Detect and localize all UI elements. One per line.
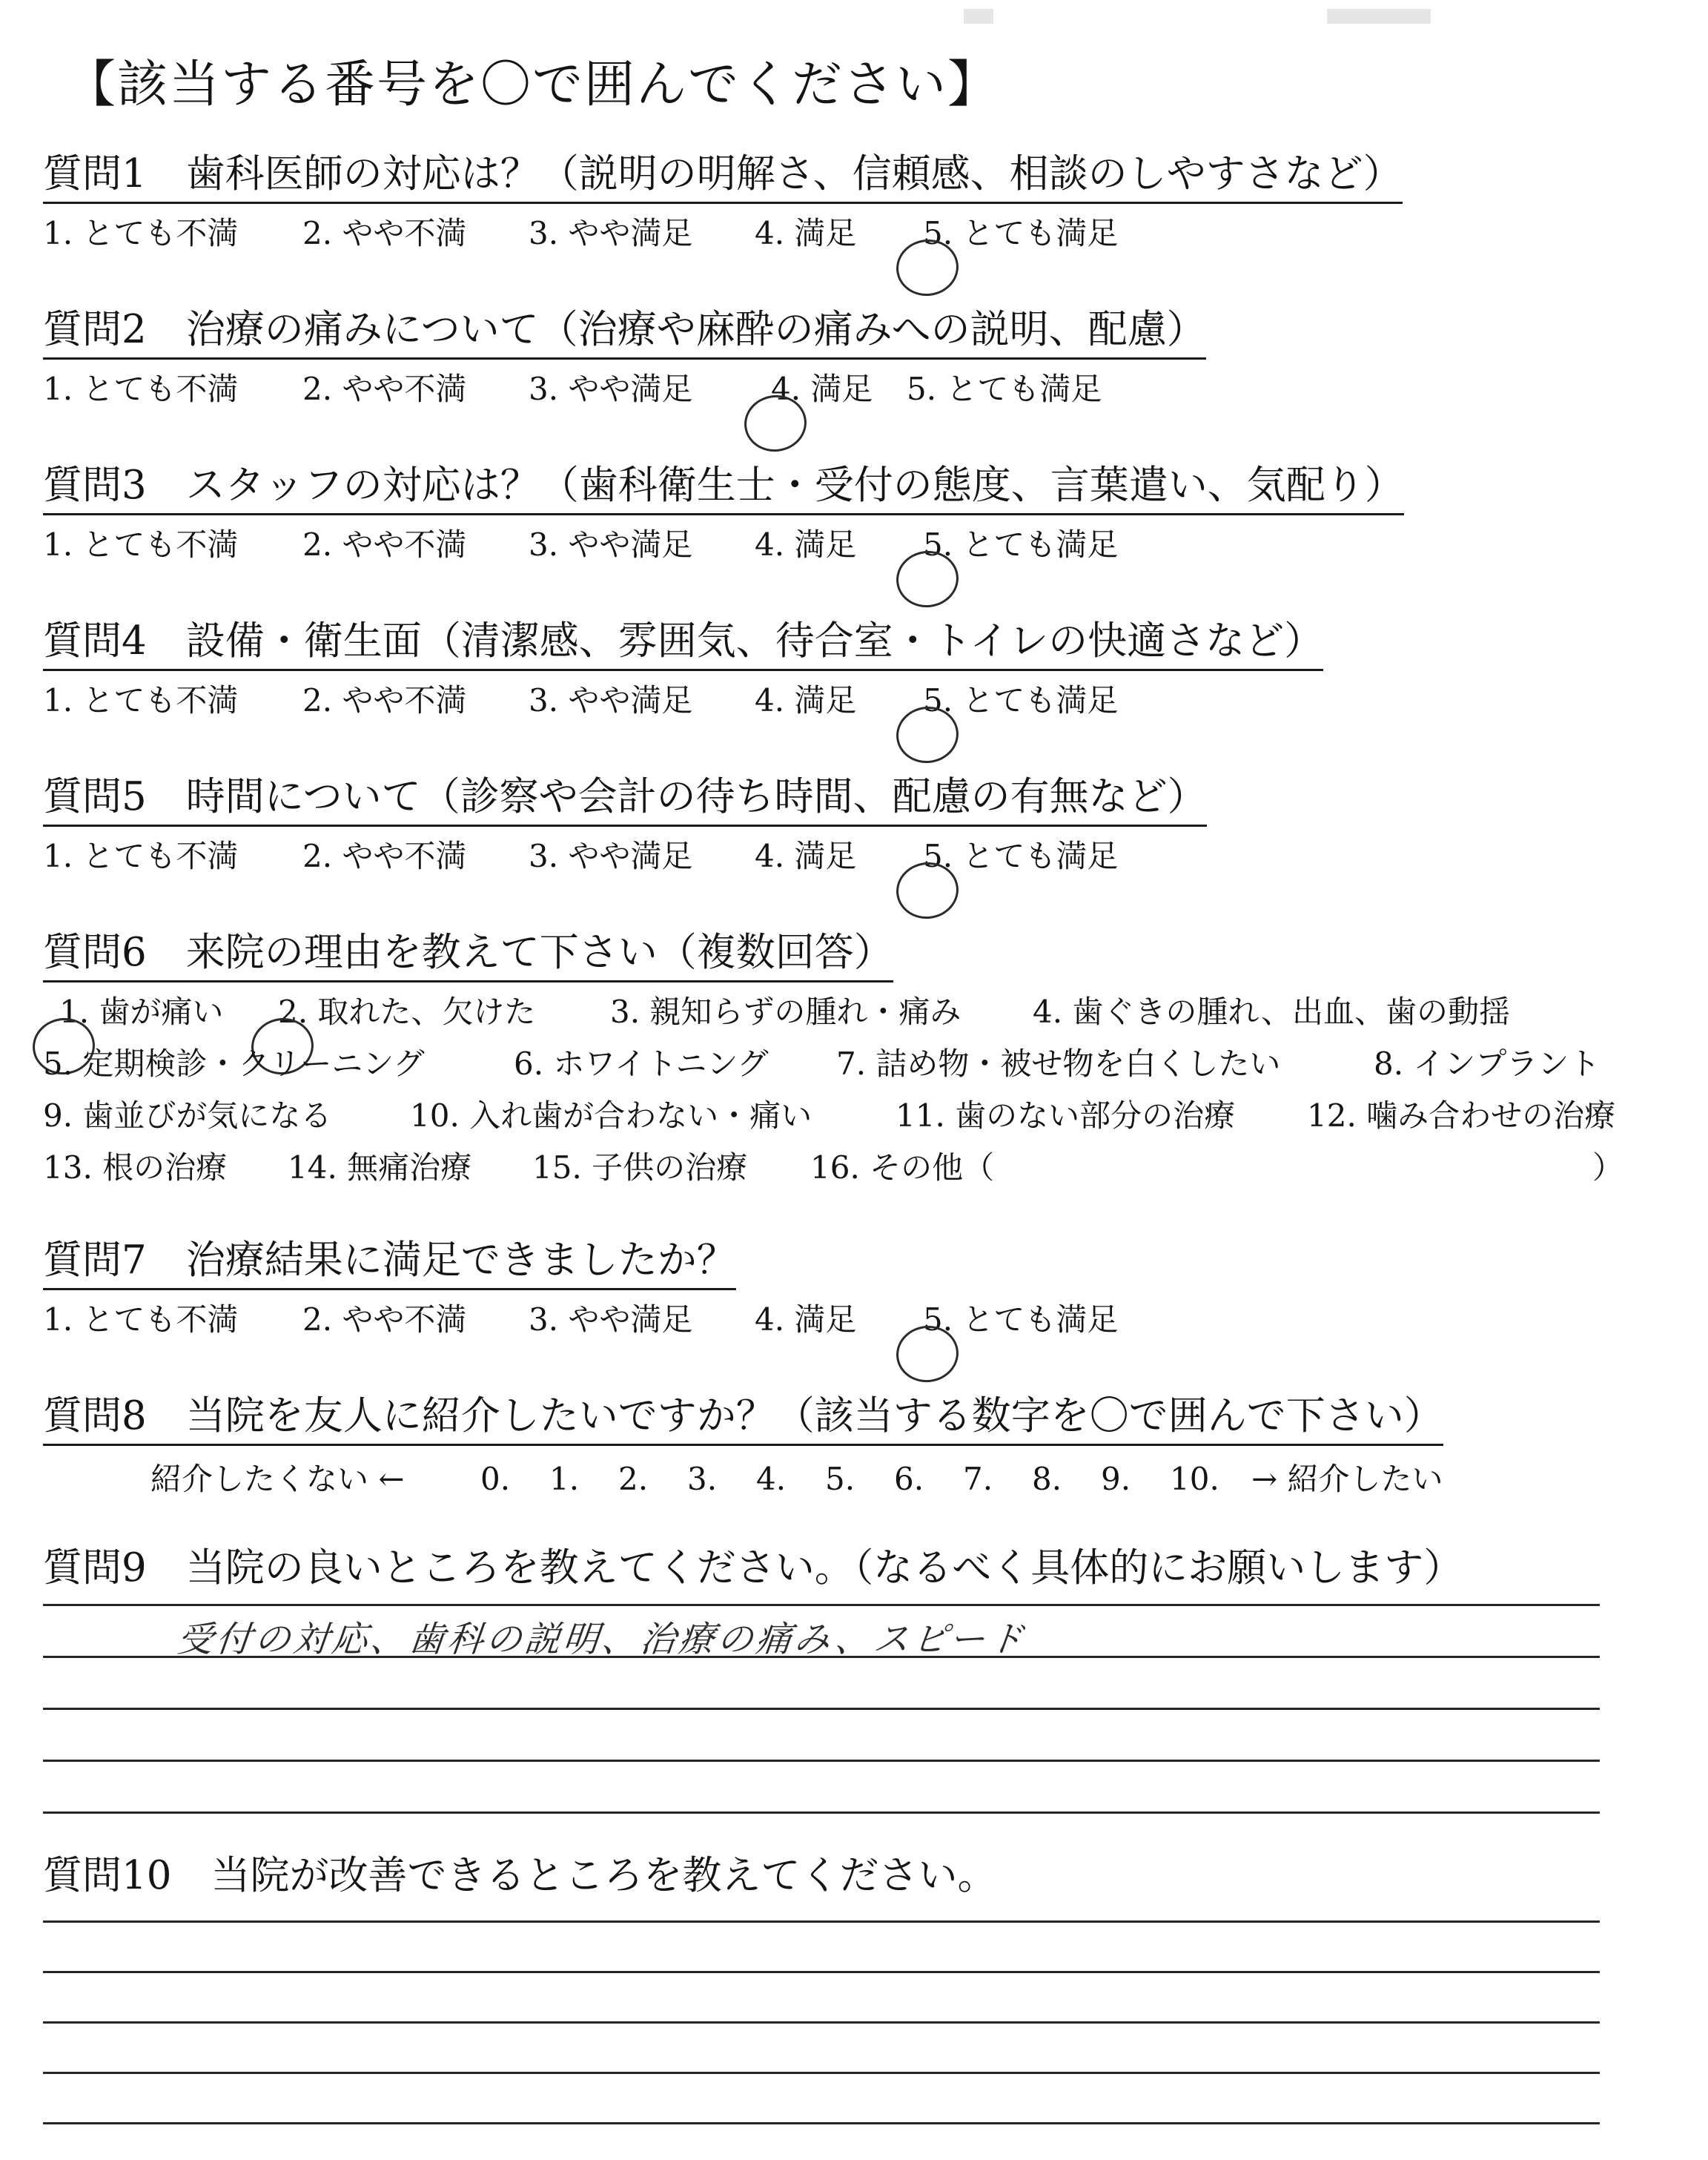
q3-option-4[interactable]: 4. 満足 — [755, 526, 857, 563]
q8-option-4[interactable]: 4. — [756, 1461, 787, 1497]
q1-option-1[interactable]: 1. とても不満 — [43, 215, 239, 251]
q7-option-1[interactable]: 1. とても不満 — [43, 1301, 239, 1338]
question-7-options — [43, 1298, 1674, 1342]
q6-option-15[interactable]: 15. 子供の治療 — [532, 1149, 748, 1186]
q6-option-13[interactable]: 13. 根の治療 — [43, 1149, 228, 1186]
question-4-options — [43, 678, 1674, 723]
q7-option-5[interactable]: 5. とても満足 — [923, 1301, 1119, 1338]
question-6-title: 質問6 来院の理由を教えて下さい（複数回答） — [43, 931, 893, 982]
q1-option-4[interactable]: 4. 満足 — [755, 215, 857, 251]
question-1-title: 質問1 歯科医師の対応は？（説明の明解さ、信頼感、相談のしやすさなど） — [43, 152, 1403, 204]
question-6-options-row-2 — [43, 1042, 1674, 1086]
answer-line — [43, 1760, 1600, 1762]
q6-option-4[interactable]: 4. 歯ぐきの腫れ、出血、歯の動揺 — [1033, 994, 1510, 1030]
question-6-options-row-1 — [43, 990, 1674, 1034]
q5-option-4[interactable]: 4. 満足 — [755, 838, 857, 874]
q8-option-1[interactable]: 1. — [549, 1461, 580, 1497]
q1-option-2[interactable]: 2. やや不満 — [302, 215, 467, 251]
answer-line — [43, 1920, 1600, 1923]
q6-option-16[interactable]: 16. その他（ — [810, 1149, 995, 1186]
question-4-title: 質問4 設備・衛生面（清潔感、雰囲気、待合室・トイレの快適さなど） — [43, 619, 1323, 671]
q7-option-3[interactable]: 3. やや満足 — [529, 1301, 693, 1338]
q4-option-2[interactable]: 2. やや不満 — [302, 682, 467, 719]
answer-line — [43, 1708, 1600, 1710]
q4-option-3[interactable]: 3. やや満足 — [529, 682, 693, 719]
q9-handwritten-answer[interactable]: 受付の対応、歯科の説明、治療の痛み、スピード — [175, 1619, 1029, 1660]
instruction-heading: 【該当する番号を〇で囲んでください】 — [65, 56, 1000, 114]
scan-mark — [964, 9, 993, 24]
question-2-options — [43, 367, 1674, 412]
q2-option-5[interactable]: 5. とても満足 — [907, 371, 1102, 407]
question-1-options — [43, 211, 1674, 256]
answer-line — [43, 1811, 1600, 1814]
q4-option-5[interactable]: 5. とても満足 — [923, 682, 1119, 719]
question-5-title: 質問5 時間について（診察や会計の待ち時間、配慮の有無など） — [43, 775, 1207, 827]
question-8-scale — [43, 1457, 1674, 1502]
q8-option-8[interactable]: 8. — [1032, 1461, 1062, 1497]
q1-option-5[interactable]: 5. とても満足 — [923, 215, 1119, 251]
question-3-title: 質問3 スタッフの対応は？（歯科衛生士・受付の態度、言葉遣い、気配り） — [43, 463, 1404, 515]
q5-option-2[interactable]: 2. やや不満 — [302, 838, 467, 874]
q6-option-14[interactable]: 14. 無痛治療 — [288, 1149, 472, 1186]
answer-line — [43, 1971, 1600, 1973]
question-6-options-row-4 — [43, 1146, 1674, 1190]
answer-line — [43, 2122, 1600, 2124]
q5-option-5[interactable]: 5. とても満足 — [923, 838, 1119, 874]
q6-option-5[interactable]: 5. 定期検診・クリーニング — [43, 1046, 425, 1082]
answer-line — [43, 2072, 1600, 2074]
q2-option-1[interactable]: 1. とても不満 — [43, 371, 239, 407]
question-2-title: 質問2 治療の痛みについて（治療や麻酔の痛みへの説明、配慮） — [43, 308, 1206, 360]
q6-option-9[interactable]: 9. 歯並びが気になる — [43, 1097, 332, 1134]
q8-option-3[interactable]: 3. — [687, 1461, 718, 1497]
q8-option-6[interactable]: 6. — [894, 1461, 924, 1497]
q2-option-4[interactable]: 4. 満足 — [771, 371, 873, 407]
q2-option-3[interactable]: 3. やや満足 — [529, 371, 693, 407]
q3-option-5[interactable]: 5. とても満足 — [923, 526, 1119, 563]
question-8-title: 質問8 当院を友人に紹介したいですか？（該当する数字を〇で囲んで下さい） — [43, 1394, 1443, 1446]
answer-line — [43, 1656, 1600, 1658]
q6-option-1[interactable]: 1. 歯が痛い — [59, 994, 224, 1030]
q4-option-1[interactable]: 1. とても不満 — [43, 682, 239, 719]
q8-right-label: → 紹介したい — [1251, 1461, 1443, 1497]
q8-option-9[interactable]: 9. — [1101, 1461, 1131, 1497]
q6-option-12[interactable]: 12. 噛み合わせの治療 — [1307, 1097, 1616, 1134]
answer-line — [43, 1604, 1600, 1606]
q6-option-11[interactable]: 11. 歯のない部分の治療 — [896, 1097, 1236, 1134]
q6-option-6[interactable]: 6. ホワイトニング — [514, 1046, 769, 1082]
question-5-options — [43, 834, 1674, 879]
q6-option-10[interactable]: 10. 入れ歯が合わない・痛い — [410, 1097, 812, 1134]
q3-option-3[interactable]: 3. やや満足 — [529, 526, 693, 563]
q8-left-label: 紹介したくない ← — [150, 1461, 405, 1497]
q8-option-7[interactable]: 7. — [963, 1461, 993, 1497]
q3-option-1[interactable]: 1. とても不満 — [43, 526, 239, 563]
q3-option-2[interactable]: 2. やや不満 — [302, 526, 467, 563]
q1-option-3[interactable]: 3. やや満足 — [529, 215, 693, 251]
q6-option-8[interactable]: 8. インプラント — [1374, 1046, 1601, 1082]
scan-mark — [1327, 9, 1431, 24]
q7-option-2[interactable]: 2. やや不満 — [302, 1301, 467, 1338]
q5-option-1[interactable]: 1. とても不満 — [43, 838, 239, 874]
q4-option-4[interactable]: 4. 満足 — [755, 682, 857, 719]
q5-option-3[interactable]: 3. やや満足 — [529, 838, 693, 874]
q8-option-2[interactable]: 2. — [618, 1461, 649, 1497]
q6-other-close-paren: ） — [1592, 1149, 1624, 1186]
question-9-title: 質問9 当院の良いところを教えてください。（なるべく具体的にお願いします） — [43, 1545, 1463, 1591]
q6-option-3[interactable]: 3. 親知らずの腫れ・痛み — [610, 994, 961, 1030]
q8-option-5[interactable]: 5. — [825, 1461, 855, 1497]
q6-option-7[interactable]: 7. 詰め物・被せ物を白くしたい — [836, 1046, 1281, 1082]
q6-option-2[interactable]: 2. 取れた、欠けた — [278, 994, 536, 1030]
answer-line — [43, 2021, 1600, 2024]
q8-option-10[interactable]: 10. — [1170, 1461, 1219, 1497]
q7-option-4[interactable]: 4. 満足 — [755, 1301, 857, 1338]
q8-option-0[interactable]: 0. — [480, 1461, 511, 1497]
q2-option-2[interactable]: 2. やや不満 — [302, 371, 467, 407]
question-3-options — [43, 523, 1674, 567]
question-7-title: 質問7 治療結果に満足できましたか？ — [43, 1238, 736, 1290]
question-6-options-row-3 — [43, 1094, 1674, 1138]
question-10-title: 質問10 当院が改善できるところを教えてください。 — [43, 1853, 997, 1898]
